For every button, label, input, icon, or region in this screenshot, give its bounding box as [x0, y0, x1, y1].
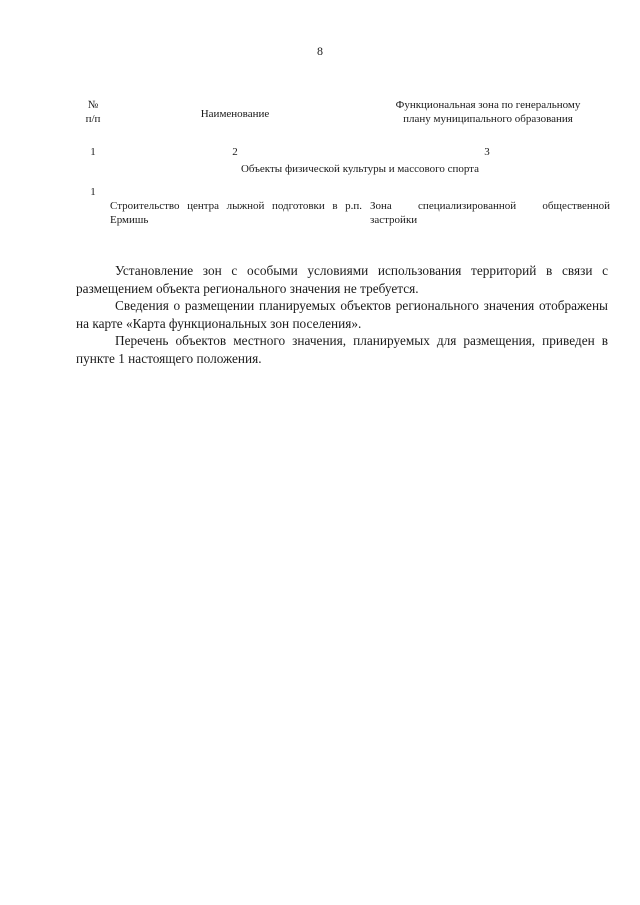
header-functional-zone: Функциональная зона по генеральному плану муниципального образования [395, 99, 581, 125]
row-name: Строительство центра лыжной подготовки в р.п. Ермишь [110, 200, 362, 226]
column-number-1: 1 [90, 146, 96, 158]
paragraph-regional-objects: Сведения о размещении планируемых объектов регионального значения отображены на карте «Карта функциональных зон поселения». [76, 298, 608, 331]
section-title: Объекты физической культуры и массового спорта [240, 163, 480, 175]
row-number: 1 [90, 186, 96, 198]
row-zone: Зона специализированной общественной застройки [370, 200, 610, 226]
body-text [76, 262, 608, 367]
header-number: № п/п [85, 99, 101, 125]
page-number: 8 [317, 44, 323, 58]
paragraph-local-objects: Перечень объектов местного значения, планируемых для размещения, приведен в пункте 1 настоящего положения. [76, 333, 608, 366]
column-number-2: 2 [232, 146, 238, 158]
paragraph-zones: Установление зон с особыми условиями использования территорий в связи с размещением объекта регионального значения не требуется. [76, 263, 608, 296]
header-name: Наименование [200, 108, 270, 120]
column-number-3: 3 [484, 146, 490, 158]
